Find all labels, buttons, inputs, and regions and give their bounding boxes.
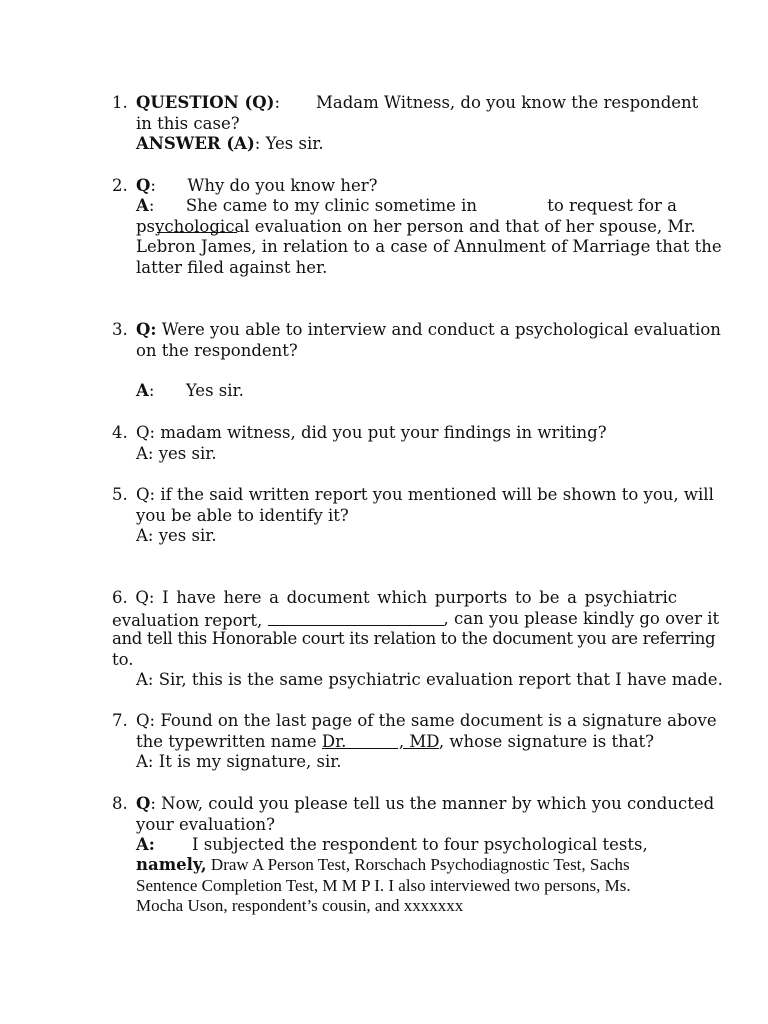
item-3-question-cont: on the respondent? xyxy=(136,341,298,360)
item-2-answer-line-4: latter filed against her. xyxy=(136,258,328,277)
item-3-answer xyxy=(136,381,244,401)
doctor-name: Dr. , MD xyxy=(321,732,439,751)
item-7-question: Q: Found on the last page of the same document is a signature above xyxy=(136,711,717,730)
item-5-answer: A: yes sir. xyxy=(136,526,217,545)
item-6-answer: A: Sir, this is the same psychiatric evaluation report that I have made. xyxy=(136,670,723,689)
item-5-question: Q: if the said written report you mentioned will be shown to you, will xyxy=(136,485,714,504)
item-7-number: 7. xyxy=(112,711,128,730)
question-text: Were you able to interview and conduct a psychological evaluation xyxy=(161,320,721,339)
item-6-line-3: and tell this Honorable court its relation to the document you are referring xyxy=(112,629,716,648)
item-6-line-2 xyxy=(112,609,720,631)
item-6-text-b: , can you please kindly go over it xyxy=(443,609,720,628)
colon: : xyxy=(274,93,280,112)
item-6-text-a: evaluation report, xyxy=(112,611,263,630)
answer-label: A xyxy=(136,196,149,215)
item-4-answer: A: yes sir. xyxy=(136,444,217,463)
item-3-number: 3. xyxy=(112,320,128,339)
item-7-text-b: , whose signature is that? xyxy=(438,732,655,751)
item-6-line-1: 6. Q: I have here a document which purports to be a psychiatric xyxy=(112,588,677,607)
item-2-answer-line-2: psychological evaluation on her person and that of her spouse, Mr. xyxy=(136,217,696,236)
answer-text: I subjected the respondent to four psychological tests, xyxy=(192,835,648,854)
item-1-question-text: Madam Witness, do you know the respondent xyxy=(316,93,699,112)
report-blank xyxy=(268,609,444,626)
answer-text: : She came to my clinic sometime in xyxy=(148,196,477,215)
question-text: : Now, could you please tell us the manner by which you conducted xyxy=(150,794,715,813)
question-text: : Why do you know her? xyxy=(150,176,378,195)
item-8-question-cont: your evaluation? xyxy=(136,815,275,834)
item-5-question-cont: you be able to identify it? xyxy=(136,506,349,525)
item-1-answer xyxy=(136,134,324,154)
question-label: QUESTION (Q) xyxy=(136,93,275,112)
item-8-answer-line-1 xyxy=(136,835,648,855)
item-5-number: 5. xyxy=(112,485,128,504)
question-label: Q xyxy=(136,176,151,195)
item-8-answer-line-4: Mocha Uson, respondent’s cousin, and xxxxxxx xyxy=(136,896,464,915)
answer-text-cont: to request for a xyxy=(547,196,677,215)
question-label: Q xyxy=(136,794,151,813)
item-7-text-a: the typewritten name xyxy=(136,732,317,751)
item-3-question xyxy=(136,320,721,340)
item-2-number: 2. xyxy=(112,176,128,195)
item-7-answer: A: It is my signature, sir. xyxy=(136,752,342,771)
item-1-number: 1. xyxy=(112,93,128,112)
question-label: Q: xyxy=(136,320,157,339)
item-1-question xyxy=(136,93,280,113)
answer-text: Draw A Person Test, Rorschach Psychodiagnostic Test, Sachs xyxy=(206,855,630,874)
item-8-number: 8. xyxy=(112,794,128,813)
item-4-number: 4. xyxy=(112,423,128,442)
item-8-question xyxy=(136,794,714,814)
item-7-question-cont xyxy=(136,732,654,752)
item-6-line-4: to. xyxy=(112,650,134,669)
answer-label: A xyxy=(136,381,149,400)
item-2-answer-line-3: Lebron James, in relation to a case of Annulment of Marriage that the xyxy=(136,237,722,256)
item-8-answer-line-3: Sentence Completion Test, M M P I. I also interviewed two persons, Ms. xyxy=(136,876,631,895)
answer-label: ANSWER (A) xyxy=(136,134,255,153)
answer-bold: namely, xyxy=(136,855,207,874)
item-2-question xyxy=(136,176,377,196)
answer-text: : Yes sir. xyxy=(148,381,244,400)
item-4-question: Q: madam witness, did you put your findings in writing? xyxy=(136,423,607,442)
item-1-question-cont: in this case? xyxy=(136,114,240,133)
answer-text: : Yes sir. xyxy=(254,134,324,153)
answer-label: A: xyxy=(136,835,155,854)
item-8-answer-line-2 xyxy=(136,855,630,875)
